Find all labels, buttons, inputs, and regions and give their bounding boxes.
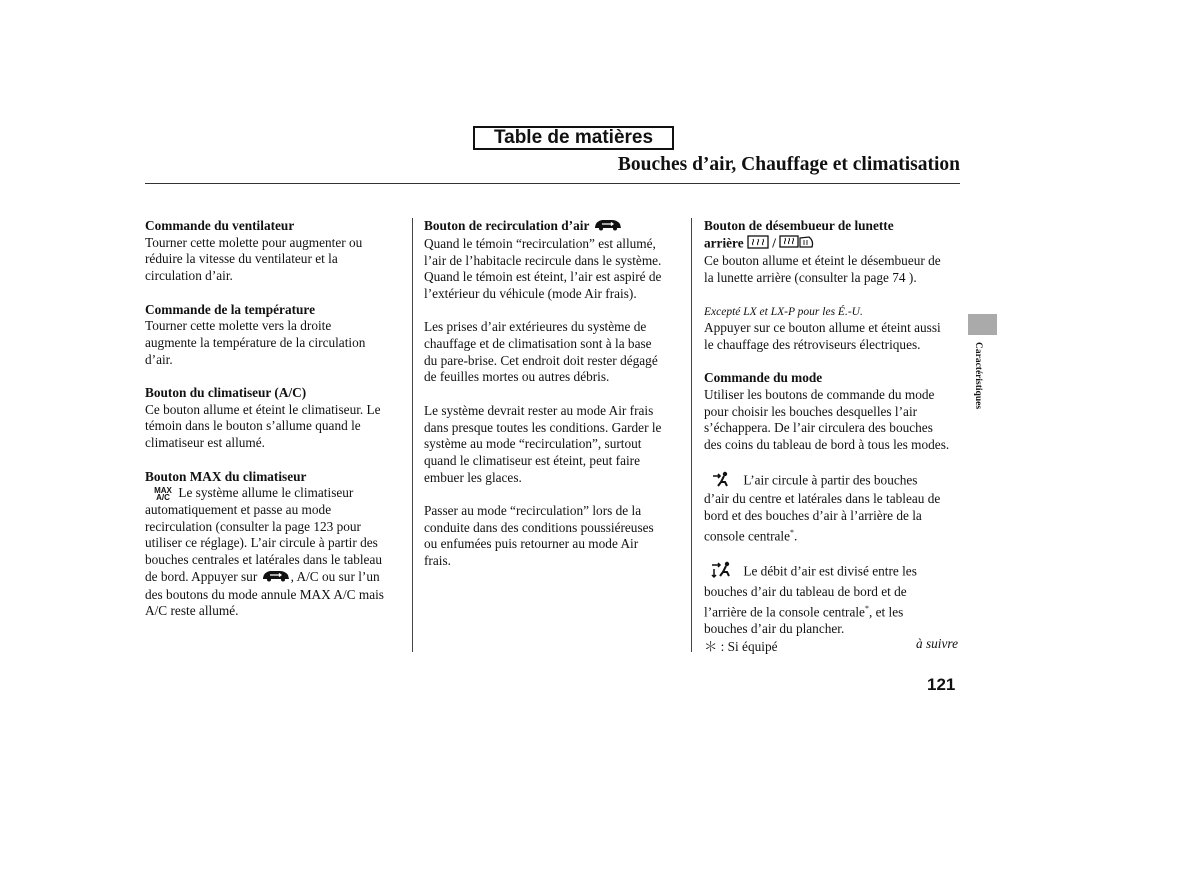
vent-mode-text-line: bord et des bouches d’air à l’arrière de la <box>704 507 922 523</box>
max-ac-icon <box>151 487 175 501</box>
vent-mode-line <box>704 471 966 492</box>
column-divider-2 <box>691 218 692 652</box>
mode-control-heading: Commande du mode <box>704 370 823 386</box>
max-icon-top: MAX <box>154 486 172 496</box>
page-number: 121 <box>927 675 956 694</box>
rear-defogger-icon <box>747 235 769 254</box>
vent-mode-text: L’air circule à partir des bouches <box>743 471 918 487</box>
table-of-contents-button[interactable]: Table de matières <box>473 126 674 150</box>
asterisk-mark: * <box>790 527 795 537</box>
rear-defogger-mirror-icon <box>779 235 815 254</box>
max-text-line: automatiquement et passe au mode <box>145 501 332 517</box>
temperature-control-heading: Commande de la température <box>145 301 315 317</box>
max-icon-bottom: A/C <box>156 493 170 503</box>
mode-text-line: pour choisir les bouches desquelles l’air <box>704 403 918 419</box>
rear-defogger-heading: Bouton de désembueur de lunette <box>704 218 894 233</box>
temp-text-line: augmente la température de la circulation <box>145 334 366 350</box>
max-text: Le système allume le climatiseur <box>178 485 354 501</box>
page-title: Bouches d’air, Chauffage et climatisation <box>617 154 960 175</box>
slash-text: / <box>772 235 776 251</box>
max-text: de bord. Appuyer sur <box>145 568 258 584</box>
temp-text-line: Tourner cette molette vers la droite <box>145 318 332 334</box>
mode-text-line: s’échappera. De l’air circulera des bouches <box>704 420 933 436</box>
max-ac-heading: Bouton MAX du climatiseur <box>145 468 307 484</box>
vent-mode-text-line: d’air du centre et latérales dans le tableau de <box>704 491 941 507</box>
ac-text-line: témoin dans le bouton s’allume quand le <box>145 418 361 434</box>
temp-text-line: d’air. <box>145 351 173 367</box>
fresh-air-text-line: Le système devrait rester au mode Air frais <box>424 402 654 418</box>
column-3 <box>704 218 966 638</box>
dusty-text-line: frais. <box>424 553 451 569</box>
bilevel-mode-text: Le débit d’air est divisé entre les <box>743 563 917 579</box>
mode-text-line: des coins du tableau de bord à tous les modes. <box>704 437 950 453</box>
fan-text-line: réduire la vitesse du ventilateur et la <box>145 251 338 267</box>
vent-mode-icon <box>704 471 740 492</box>
max-text: , A/C ou sur l’un <box>290 568 380 584</box>
mirror-text-line: le chauffage des rétroviseurs électriques. <box>704 336 921 352</box>
ac-text-line: Ce bouton allume et éteint le climatiseur. Le <box>145 401 381 417</box>
max-text-line <box>145 569 407 587</box>
recirculation-heading-text: Bouton de recirculation d’air <box>424 218 590 233</box>
intake-text-line: chauffage et de climatisation sont à la base <box>424 336 652 351</box>
intake-text-line: de feuilles mortes ou autres débris. <box>424 369 610 385</box>
dusty-text-line: ou enfumées puis retourner au mode Air <box>424 536 639 552</box>
section-label: Caractéristiques <box>973 342 983 410</box>
bilevel-text: , et les <box>868 604 904 620</box>
recirc-text-line: Quand le témoin “recirculation” est allumé, <box>424 235 656 251</box>
recirc-text-line: l’air de l’habitacle recircule dans le système. <box>424 252 662 268</box>
defog-text-line: la lunette arrière (consulter la page 74 ). <box>704 270 917 286</box>
footnote-if-equipped: ＊ : Si équipé <box>704 639 778 654</box>
max-text-line: des boutons du mode annule MAX A/C mais <box>145 586 384 602</box>
fan-text-line: Tourner cette molette pour augmenter ou <box>145 234 363 250</box>
max-text-line: A/C reste allumé. <box>145 603 239 619</box>
intake-text-line: du pare-brise. Cet endroit doit rester dégagé <box>424 352 658 368</box>
column-divider-1 <box>412 218 413 652</box>
fresh-air-text-line: embuer les glaces. <box>424 469 522 485</box>
bilevel-text-line: bouches d’air du tableau de bord et de <box>704 584 907 600</box>
rear-defogger-heading-text: arrière <box>704 235 744 251</box>
except-note: Excepté LX et LX-P pour les É.-U. <box>704 305 863 318</box>
fan-control-heading: Commande du ventilateur <box>145 218 295 233</box>
continued-link[interactable]: à suivre <box>916 636 958 651</box>
ac-text-line: climatiseur est allumé. <box>145 435 266 451</box>
asterisk-mark: * <box>864 603 869 613</box>
max-text-line <box>145 485 407 502</box>
intake-text-line: Les prises d’air extérieures du système de <box>424 319 647 335</box>
bilevel-text-line: bouches d’air du plancher. <box>704 620 845 636</box>
vent-mode-text-line <box>704 525 966 545</box>
recirculation-icon <box>261 569 291 587</box>
fan-text-line: circulation d’air. <box>145 268 233 284</box>
mirror-text-line: Appuyer sur ce bouton allume et éteint aussi <box>704 320 941 336</box>
defog-text-line: Ce bouton allume et éteint le désembueur de <box>704 253 941 269</box>
column-2 <box>424 218 688 570</box>
ac-button-heading: Bouton du climatiseur (A/C) <box>145 385 307 400</box>
column-1 <box>145 218 407 620</box>
dusty-text-line: conduite dans des conditions poussiéreuses <box>424 519 654 535</box>
max-text-line: utiliser ce réglage). L’air circule à partir des <box>145 535 378 551</box>
fresh-air-text-line: dans presque toutes les conditions. Garder le <box>424 419 662 435</box>
bilevel-text-line <box>704 601 966 621</box>
vent-mode-text: console centrale <box>704 528 791 544</box>
bilevel-text: l’arrière de la console centrale <box>704 604 865 620</box>
period-text: . <box>794 528 798 544</box>
section-tab[interactable] <box>968 314 997 335</box>
rear-defogger-heading-line2 <box>704 235 966 254</box>
fresh-air-text-line: système au mode “recirculation”, surtout <box>424 436 642 452</box>
max-text-line: recirculation (consulter la page 123 pour <box>145 518 361 534</box>
recirc-text-line: Quand le témoin est éteint, l’air est aspiré de <box>424 269 662 285</box>
max-text-line: bouches centrales et latérales dans le tableau <box>145 552 383 568</box>
header-divider <box>145 183 960 184</box>
mode-text-line: Utiliser les boutons de commande du mode <box>704 387 935 402</box>
recirc-text-line: l’extérieur du véhicule (mode Air frais). <box>424 285 637 301</box>
dusty-text-line: Passer au mode “recirculation” lors de la <box>424 503 642 518</box>
recirculation-heading <box>424 218 688 236</box>
bilevel-mode-line <box>704 561 966 584</box>
fresh-air-text-line: quand le climatiseur est éteint, peut faire <box>424 452 640 468</box>
recirculation-icon <box>592 218 624 236</box>
bilevel-mode-icon <box>704 561 740 584</box>
